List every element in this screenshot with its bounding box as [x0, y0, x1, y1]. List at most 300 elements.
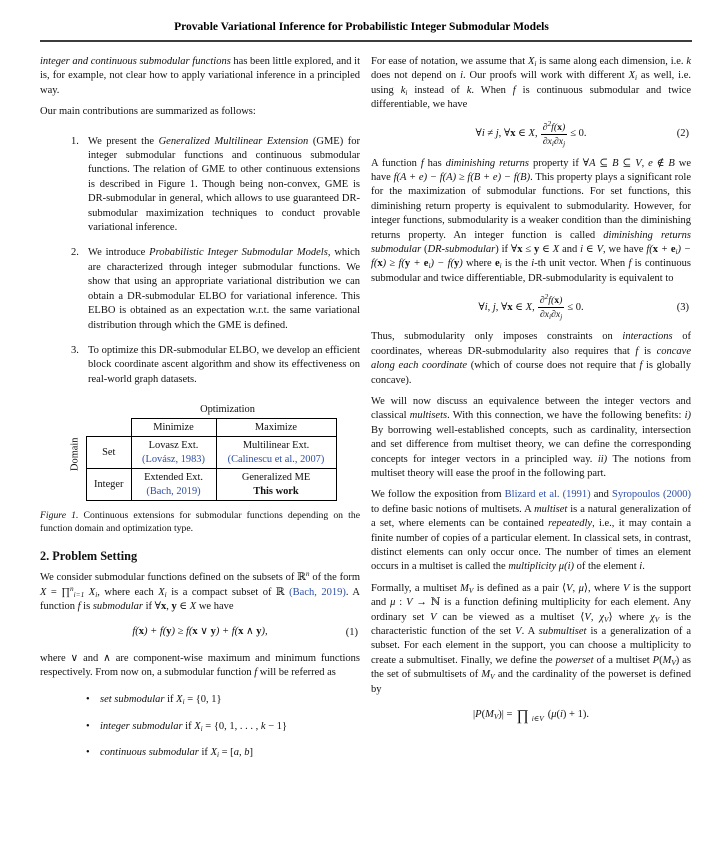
equation-body: [132, 625, 267, 639]
text-segment: X: [158, 586, 165, 598]
text-segment: ≤ 0.: [567, 301, 584, 313]
text-segment: ∨: [197, 626, 211, 638]
text-segment: V: [604, 614, 609, 624]
equation-1: [40, 624, 360, 642]
text-segment: i=1: [73, 589, 85, 599]
cell-integer-minimize: [131, 469, 216, 501]
text-segment: V: [623, 582, 630, 594]
text-segment: submultiset: [538, 626, 587, 637]
text-segment: is a compact subset of ℝ: [166, 586, 290, 598]
text-segment: ∀: [478, 301, 485, 313]
item-text: [88, 136, 360, 233]
text-segment: V: [654, 614, 660, 624]
text-segment: and: [559, 244, 581, 256]
text-segment: f(: [646, 244, 653, 256]
text-segment: We introduce: [88, 247, 150, 259]
text-segment: ): [561, 121, 566, 133]
text-segment: if: [198, 747, 211, 759]
cell-integer-maximize: [216, 469, 336, 501]
text-segment: χ: [650, 611, 655, 623]
text-segment: i: [164, 589, 167, 599]
text-segment: Continuous extensions for submodular functions depending on the function domain and optimization type.: [40, 510, 360, 534]
text-segment: ) ≥ f(: [382, 258, 405, 270]
figure1-caption: [40, 510, 360, 535]
text-segment: x: [161, 601, 167, 613]
text-segment: ,: [534, 127, 538, 139]
text-segment: Figure 1.: [40, 510, 79, 522]
text-segment: x: [652, 244, 658, 256]
text-segment: We consider submodular functions defined on the subsets of ℝ: [40, 572, 306, 584]
text-segment: = [: [219, 747, 234, 759]
table-header-row: [87, 419, 337, 437]
equation-lhs: [475, 127, 537, 141]
text-segment: i: [499, 261, 502, 271]
text-segment: X: [552, 244, 560, 256]
text-segment: ∂x: [551, 309, 561, 321]
equation-rhs: [548, 708, 589, 722]
text-segment: ⊆: [618, 157, 636, 169]
text-segment: 2: [544, 292, 549, 302]
text-segment: i: [200, 723, 203, 733]
text-segment: y: [210, 626, 216, 638]
equation-number: (3): [676, 301, 689, 313]
equation-body: [475, 118, 587, 148]
text-segment: ): [559, 295, 563, 307]
text-segment: is same along each dimension, i.e.: [536, 56, 687, 67]
contribution-item-1: [71, 135, 360, 236]
text-segment: i: [675, 247, 678, 257]
text-segment: e: [423, 258, 429, 270]
text-segment: concave along each coordinate: [371, 345, 691, 372]
text-segment: μ: [578, 582, 584, 594]
text-segment: ii): [597, 453, 608, 465]
text-segment: Formally, a multiset: [371, 582, 461, 594]
text-segment: interactions: [622, 331, 673, 343]
text-segment: (: [659, 654, 663, 666]
equation-body: [478, 292, 584, 322]
text-segment: x: [517, 244, 523, 256]
citation-link[interactable]: (Bach, 2019): [146, 485, 201, 497]
text-segment: of a multiset: [593, 654, 653, 666]
text-segment: V: [539, 714, 544, 724]
text-segment: is the support and: [371, 582, 692, 609]
right-column: [371, 55, 691, 734]
text-segment: P: [475, 708, 482, 720]
equation-lhs: [473, 708, 512, 722]
text-segment: ,: [572, 582, 579, 594]
text-segment: is continuous submodular and twice differentiable, DR-submodularity is equivalent to: [371, 258, 691, 284]
text-segment: ,: [532, 301, 535, 313]
text-segment: X: [210, 747, 217, 759]
text-segment: f: [77, 601, 81, 613]
paragraph-multiset-definition: [371, 488, 691, 574]
text-segment: DR-submodular: [427, 244, 496, 256]
text-segment: This work: [253, 485, 299, 497]
text-segment: (: [421, 244, 428, 256]
text-segment: powerset: [555, 654, 594, 666]
text-segment: ⟩, where: [583, 582, 624, 594]
text-segment: and: [590, 489, 613, 501]
col-header-maximize: Maximize: [216, 419, 336, 437]
text-segment: ,: [641, 157, 649, 169]
contribution-item-3: [71, 344, 360, 387]
text-segment: ⊆: [595, 157, 613, 169]
text-segment: k: [466, 84, 472, 96]
paragraph-intro: [40, 55, 360, 98]
text-segment: and the cardinality of the powerset is defined by: [371, 669, 691, 695]
text-segment: j: [492, 301, 496, 313]
text-segment: ∈: [176, 601, 190, 613]
text-segment: = ∏: [46, 586, 70, 598]
text-segment: (: [547, 708, 552, 720]
equation-number: (2): [676, 127, 689, 139]
text-segment: A function: [371, 157, 421, 169]
contribution-item-2: [71, 246, 360, 332]
text-segment: ): [675, 654, 680, 666]
citation-link[interactable]: Syropoulos (2000): [612, 489, 691, 501]
text-segment: X: [528, 127, 535, 139]
text-segment: χ: [599, 611, 605, 623]
text-segment: j: [563, 138, 566, 148]
text-segment: (which of course does not require that: [467, 360, 640, 372]
text-segment: multiset: [534, 503, 568, 515]
text-segment: X: [40, 586, 47, 598]
text-segment: 2: [547, 118, 552, 128]
text-segment: V: [635, 157, 642, 169]
text-segment: , ∀: [495, 301, 508, 313]
text-segment: i: [549, 312, 552, 322]
col-header-minimize: Minimize: [131, 419, 216, 437]
text-segment: We present the: [88, 135, 159, 147]
text-segment: a, b: [233, 747, 250, 759]
citation-link[interactable]: Blizard et al. (1991): [504, 489, 591, 501]
equation-3: [371, 292, 691, 322]
equation-powerset: [371, 706, 691, 724]
text-segment: x: [510, 127, 516, 139]
equation-number: (1): [345, 626, 358, 638]
text-segment: as the set of submultisets of: [371, 654, 692, 681]
equation-lhs: [478, 301, 534, 315]
fraction-numerator: [541, 118, 568, 135]
text-segment: y: [171, 601, 177, 613]
section-2-heading: 2. Problem Setting: [40, 548, 138, 563]
text-segment: V: [596, 244, 603, 256]
text-segment: . Our proofs will work with different: [462, 70, 629, 82]
paragraph-multiset-benefits: [371, 395, 691, 481]
text-segment: ): [459, 258, 463, 270]
text-segment: integer and continuous submodular functions: [40, 56, 231, 67]
text-segment: , where each: [97, 586, 159, 598]
text-segment: M: [662, 654, 672, 666]
text-segment: i: [182, 697, 185, 707]
text-segment: i: [428, 261, 431, 271]
text-segment: i: [460, 70, 463, 82]
text-segment: Lovasz Ext.: [148, 440, 199, 452]
text-segment: repeatedly: [548, 518, 593, 530]
text-segment: ∈: [583, 244, 597, 256]
text-segment: , i.e., it may contain a finite number of copies of a particular element. In classical sets, in contrast, distinct elements can only occur once. The number of times an element occurs in a multiset is called the: [371, 518, 692, 573]
item-number: 1.: [71, 135, 79, 147]
text-segment: ) + f(: [215, 626, 239, 638]
text-segment: e: [670, 244, 676, 256]
left-column: [40, 55, 360, 773]
text-segment: -th unit vector. When: [534, 258, 629, 270]
text-segment: V: [406, 597, 413, 609]
text-segment: ∉: [652, 157, 669, 169]
text-segment: is defined as a pair ⟨: [473, 582, 567, 594]
equation-body: [473, 708, 589, 722]
product-symbol: ∏: [516, 707, 529, 724]
paragraph-contributions-lead: [40, 105, 360, 119]
text-segment: . With this connection, we have the following benefits:: [447, 410, 685, 422]
text-segment: V: [490, 672, 495, 682]
text-segment: Thus, submodularity only imposes constraints on: [371, 331, 623, 343]
text-segment: ) − f(: [371, 244, 691, 270]
text-segment: X: [527, 56, 535, 67]
text-segment: M: [481, 669, 491, 681]
text-segment: ]: [249, 747, 253, 759]
extensions-table: [86, 418, 337, 501]
text-segment: − 1}: [265, 720, 288, 732]
text-segment: |: [473, 708, 476, 720]
text-segment: ) + 1).: [562, 708, 589, 720]
text-segment: , ∀: [498, 127, 511, 139]
item-text: [100, 721, 287, 732]
text-segment: x: [377, 258, 383, 270]
text-segment: of coordinates, whereas DR-submodularity also requires that: [371, 331, 691, 357]
text-segment: ∧: [243, 626, 257, 638]
text-segment: of the form: [309, 572, 360, 584]
fraction: [538, 292, 565, 322]
item-text: [100, 694, 222, 705]
row-label-integer: Integer: [87, 469, 132, 501]
text-segment: x: [238, 626, 244, 638]
text-segment: X: [176, 694, 183, 706]
text-segment: ∂x: [542, 135, 552, 147]
text-segment: is the: [501, 258, 532, 270]
text-segment: = {0, 1, . . . ,: [202, 720, 261, 732]
text-segment: B: [668, 157, 675, 169]
text-segment: ,: [166, 601, 172, 613]
text-segment: is the characteristic function of the set: [371, 611, 692, 637]
text-segment: if ∀: [143, 601, 162, 613]
text-segment: Our main contributions are summarized as follows:: [40, 106, 256, 118]
text-segment: y: [534, 244, 540, 256]
text-segment: )| =: [498, 708, 513, 720]
text-segment: will be referred as: [257, 666, 336, 678]
optimization-header: Optimization: [200, 404, 255, 416]
text-segment: multisets: [409, 410, 448, 422]
text-segment: . A: [521, 626, 539, 637]
text-segment: f: [639, 360, 643, 372]
text-segment: ≤ 0.: [570, 127, 587, 139]
text-segment: continuous submodular: [100, 747, 199, 759]
text-segment: n: [70, 583, 74, 593]
text-segment: V: [430, 611, 437, 623]
text-segment: X: [525, 301, 533, 313]
text-segment: e: [648, 157, 653, 169]
text-segment: x: [192, 626, 198, 638]
text-segment: as well, i.e. using: [371, 70, 691, 96]
fraction-numerator: [538, 292, 565, 308]
text-segment: .: [642, 561, 645, 573]
text-segment: i: [551, 138, 554, 148]
table-row-integer: [87, 469, 337, 501]
table-row-set: [87, 437, 337, 469]
item-number: 2.: [71, 247, 79, 259]
text-segment: i: [580, 244, 584, 256]
text-segment: V: [493, 712, 499, 722]
text-segment: has been little explored, and it is, for example, not clear how to apply variational inference in a principled way.: [40, 56, 360, 96]
text-segment: V: [468, 585, 474, 595]
text-segment: . This property plays a significant role for the maximization of submodular functions. For set functions, this diminishing return property is equivalent to submodularity. However, for integer functions, submodularity is a weaker condition than the diminishing returns property. An integer function is called: [371, 172, 691, 241]
item-text: [88, 345, 360, 385]
citation-link[interactable]: (Calinescu et al., 2007): [227, 453, 325, 465]
text-segment: where ∨ and ∧ are component-wise maximum and minimum functions respectively. From now on, a submodular function: [40, 652, 360, 678]
text-segment: ,: [590, 611, 600, 623]
text-segment: . A function: [40, 586, 361, 613]
header-rule: [40, 40, 692, 42]
text-segment: i: [484, 301, 488, 313]
text-segment: ∈: [515, 127, 529, 139]
text-segment: f(A + e) − f(A) ≥ f(B + e) − f(B): [393, 172, 531, 184]
product-subscript: [532, 712, 544, 726]
empty-cell: [87, 419, 132, 437]
text-segment: :: [395, 597, 407, 609]
text-segment: ∂: [539, 295, 545, 307]
text-segment: By borrowing well-established concepts, such as cardinality, intersection and set difference from multiset theory, we can define the corresponding concepts for integer vectors in a principled way.: [371, 424, 691, 465]
text-segment: x: [557, 121, 562, 133]
text-segment: ⟩ where: [608, 611, 651, 623]
text-segment: (: [481, 708, 486, 720]
text-segment: ∂x: [553, 135, 564, 147]
text-segment: +: [657, 244, 671, 256]
text-segment: M: [460, 582, 469, 594]
text-segment: M: [485, 708, 494, 720]
text-segment: f: [512, 84, 516, 96]
text-segment: V: [671, 658, 676, 667]
list-item: [86, 746, 360, 760]
paragraph-problem-setting: [40, 571, 360, 614]
text-segment: +: [410, 258, 424, 270]
text-segment: is globally concave).: [371, 360, 692, 386]
text-segment: is a generalization of a subset. For each element in the support, you can choose a multiplicity to create a submultiset. Finally, we define the: [371, 626, 691, 666]
equation-text: [132, 625, 267, 639]
text-segment: i: [481, 127, 485, 139]
list-item: [86, 693, 360, 707]
bullet-icon: •: [86, 720, 90, 732]
text-segment: multiplicity: [508, 561, 557, 573]
text-segment: f: [420, 157, 424, 169]
text-segment: i: [559, 708, 563, 720]
text-segment: ) ≥ f(: [171, 626, 193, 638]
paragraph-multiset-formal: [371, 582, 691, 697]
text-segment: property if ∀: [529, 157, 590, 169]
text-segment: diminishing returns: [445, 157, 530, 169]
citation-link[interactable]: (Lovász, 1983): [142, 453, 205, 465]
citation-link[interactable]: (Bach, 2019): [289, 586, 346, 598]
text-segment: (: [556, 708, 560, 720]
text-segment: We follow the exposition from: [371, 489, 505, 501]
text-segment: f: [628, 258, 632, 270]
text-segment: ∈: [512, 301, 526, 313]
text-segment: i: [216, 750, 220, 760]
text-segment: i: [639, 561, 643, 573]
text-segment: is: [638, 345, 657, 357]
contributions-list: [40, 135, 360, 388]
text-segment: V: [515, 626, 522, 637]
text-segment: y: [256, 626, 262, 638]
text-segment: y: [404, 258, 411, 270]
text-segment: if: [182, 720, 195, 732]
text-segment: integer submodular: [100, 720, 183, 732]
text-segment: has: [423, 157, 446, 169]
text-segment: , we have: [603, 244, 647, 256]
text-segment: P: [652, 654, 660, 666]
text-segment: is continuous submodular and twice differentiable, we have: [371, 84, 691, 111]
figure1-table: [69, 403, 327, 501]
text-segment: n: [305, 569, 310, 579]
text-segment: y: [454, 258, 460, 270]
text-segment: i: [405, 88, 408, 97]
item-text: [88, 247, 360, 330]
text-segment: X: [194, 720, 201, 732]
paper-title: Provable Variational Inference for Probabilistic Integer Submodular Models: [174, 21, 549, 33]
text-segment: ∀: [475, 127, 482, 139]
text-segment: (GME) for integer submodular functions and continuous submodular functions. The relation of GME to other continuous extensions is described in Figure 1. Though being non-convex, GME is DR-submodular in general, which allows to use guaranteed DR-submodular maximization techniques to conduct provable variational inference.: [88, 135, 360, 234]
text-segment: k: [260, 720, 266, 732]
cell-set-minimize: [131, 437, 216, 469]
text-segment: ≤: [522, 244, 534, 256]
text-segment: f(: [132, 626, 139, 638]
bullet-icon: •: [86, 747, 90, 759]
equation-rhs: [570, 127, 586, 141]
equation-rhs: [567, 301, 583, 315]
text-segment: k: [686, 56, 691, 67]
text-segment: x: [138, 626, 144, 638]
text-segment: ) if ∀: [495, 244, 518, 256]
text-segment: ) + f(: [143, 626, 167, 638]
text-segment: i: [634, 73, 638, 83]
domain-axis-label: Domain: [69, 437, 81, 471]
text-segment: k: [400, 84, 406, 96]
text-segment: ∈: [533, 714, 540, 724]
text-segment: B: [612, 157, 619, 169]
paragraph-operators: [40, 652, 360, 681]
text-segment: f: [254, 666, 258, 678]
text-segment: We will now discuss an equivalence between the integer vectors and classical: [371, 395, 691, 422]
text-segment: where: [462, 258, 495, 270]
bullet-icon: •: [86, 694, 90, 706]
item-number: 3.: [71, 344, 79, 356]
text-segment: X: [189, 601, 197, 613]
text-segment: f: [635, 345, 639, 357]
text-segment: X: [88, 586, 96, 598]
text-segment: A: [589, 157, 596, 169]
text-segment: ∈: [539, 244, 553, 256]
text-segment: ∂x: [539, 309, 550, 321]
text-segment: submodular: [92, 601, 143, 613]
text-segment: μ(i): [558, 561, 574, 573]
text-segment: . When: [471, 84, 513, 96]
paragraph-interactions: [371, 330, 691, 388]
text-segment: of the element: [573, 561, 640, 573]
text-segment: V: [584, 611, 591, 623]
text-segment: f(: [548, 295, 555, 307]
text-segment: e: [494, 258, 500, 270]
text-segment: ,: [487, 301, 493, 313]
text-segment: → ℕ is a function defining multiplicity for each element. Any ordinary set: [371, 597, 691, 623]
